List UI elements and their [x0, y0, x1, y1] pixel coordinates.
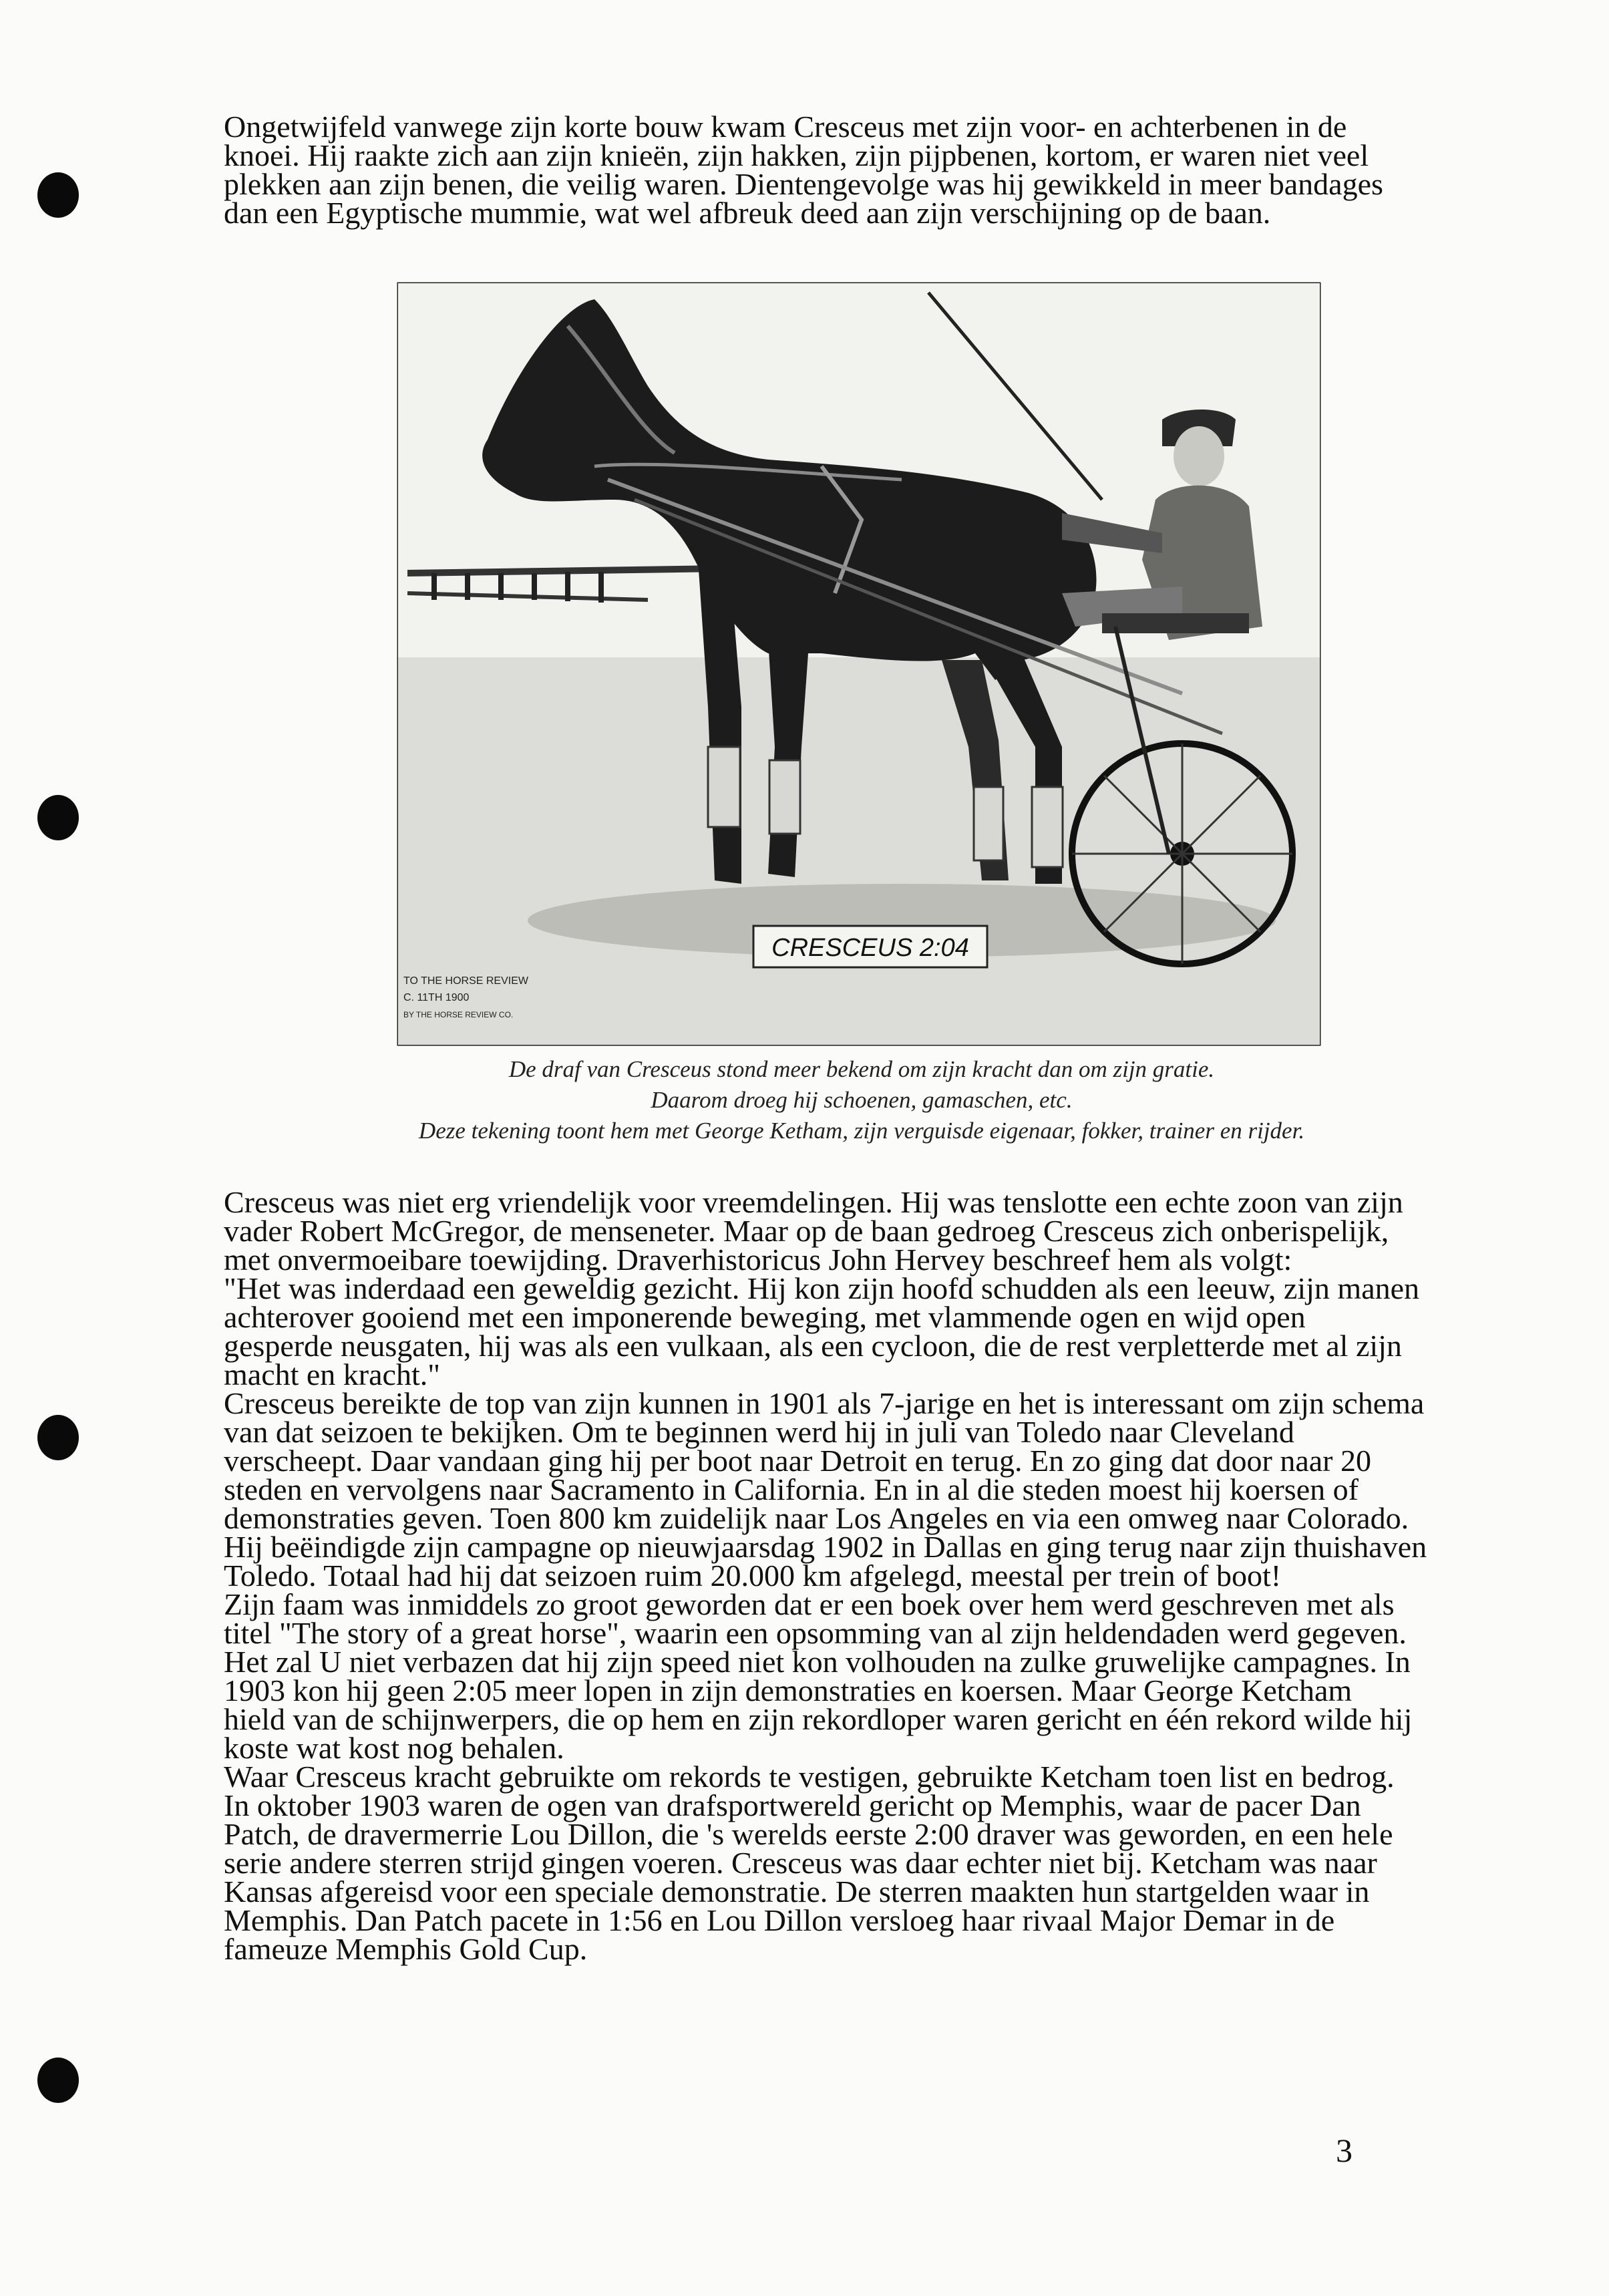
intro-line: Ongetwijfeld vanwege zijn korte bouw kwam Cresceus met zijn voor- en achterbenen in de [224, 110, 1347, 144]
binder-hole [37, 172, 79, 218]
body-line: Hij beëindigde zijn campagne op nieuwjaarsdag 1902 in Dallas en ging terug naar zijn thuishaven [224, 1530, 1427, 1564]
body-line: achterover gooiend met een imponerende beweging, met vlammende ogen en wijd open [224, 1300, 1306, 1334]
body-line: Waar Cresceus kracht gebruikte om rekords te vestigen, gebruikte Ketcham toen list en bedrog. [224, 1760, 1395, 1794]
copyright-line: C. 11TH 1900 [403, 992, 470, 1003]
body-line: hield van de schijnwerpers, die op hem en zijn rekordloper waren gericht en één rekord wilde hij [224, 1702, 1413, 1736]
binder-hole [37, 1415, 79, 1460]
caption-line: Deze tekening toont hem met George Ketham, zijn verguisde eigenaar, fokker, trainer en rijder. [418, 1118, 1305, 1144]
body-line: fameuze Memphis Gold Cup. [224, 1932, 588, 1966]
body-line: Toledo. Totaal had hij dat seizoen ruim 20.000 km afgelegd, meestal per trein of boot! [224, 1559, 1282, 1593]
nameplate-text: CRESCEUS 2:04 [771, 934, 969, 962]
body-line: In oktober 1903 waren de ogen van drafsportwereld gericht op Memphis, waar de pacer Dan [224, 1788, 1361, 1822]
binder-hole [37, 795, 79, 840]
body-line: Patch, de dravermerrie Lou Dillon, die 's werelds eerste 2:00 draver was geworden, en een hele [224, 1817, 1393, 1851]
body-line: koste wat kost nog behalen. [224, 1731, 564, 1765]
horse-sulky-drawing [394, 279, 1324, 1051]
body-line: macht en kracht." [224, 1357, 441, 1391]
horse-illustration [394, 279, 1324, 1051]
body-line: vader Robert McGregor, de menseneter. Maar op de baan gedroeg Cresceus zich onberispelijk, [224, 1214, 1389, 1248]
body-line: steden en vervolgens naar Sacramento in California. En in al die steden moest hij koersen of [224, 1472, 1359, 1506]
caption-line: De draf van Cresceus stond meer bekend om zijn kracht dan om zijn gratie. [508, 1056, 1215, 1082]
body-line: Zijn faam was inmiddels zo groot geworden dat er een boek over hem werd geschreven met als [224, 1587, 1395, 1621]
body-line: titel "The story of a great horse", waarin een opsomming van al zijn heldendaden werd gegeven. [224, 1616, 1407, 1650]
intro-line: dan een Egyptische mummie, wat wel afbreuk deed aan zijn verschijning op de baan. [224, 196, 1271, 230]
figure-caption [281, 1054, 1443, 1146]
intro-paragraph [224, 110, 1486, 230]
intro-line: plekken aan zijn benen, die veilig waren. Dientengevolge was hij gewikkeld in meer bandages [224, 167, 1383, 201]
body-line: Cresceus bereikte de top van zijn kunnen in 1901 als 7-jarige en het is interessant om zijn schema [224, 1386, 1425, 1420]
caption-line: Daarom droeg hij schoenen, gamaschen, etc. [651, 1087, 1073, 1113]
body-line: verscheept. Daar vandaan ging hij per boot naar Detroit en terug. En zo ging dat door naar 20 [224, 1444, 1371, 1478]
body-line: Het zal U niet verbazen dat hij zijn speed niet kon volhouden na zulke gruwelijke campagnes. In [224, 1645, 1411, 1679]
copyright-line: TO THE HORSE REVIEW [403, 975, 528, 987]
body-text [224, 1185, 1486, 1966]
body-line: serie andere sterren strijd gingen voeren. Cresceus was daar echter niet bij. Ketcham was naar [224, 1846, 1377, 1880]
page-number: 3 [1336, 2132, 1353, 2169]
body-line: gesperde neusgaten, hij was als een vulkaan, als een cycloon, die de rest verpletterde met al zijn [224, 1329, 1402, 1363]
body-line: met onvermoeibare toewijding. Draverhistoricus John Hervey beschreef hem als volgt: [224, 1243, 1292, 1277]
body-line: van dat seizoen te bekijken. Om te beginnen werd hij in juli van Toledo naar Cleveland [224, 1415, 1294, 1449]
body-line: "Het was inderdaad een geweldig gezicht. Hij kon zijn hoofd schudden als een leeuw, zijn manen [224, 1271, 1420, 1305]
body-line: demonstraties geven. Toen 800 km zuidelijk naar Los Angeles en via een omweg naar Colorado. [224, 1501, 1409, 1535]
binder-hole [37, 2058, 79, 2103]
body-line: Memphis. Dan Patch pacete in 1:56 en Lou Dillon versloeg haar rivaal Major Demar in de [224, 1903, 1335, 1937]
body-line: Kansas afgereisd voor een speciale demonstratie. De sterren maakten hun startgelden waar in [224, 1874, 1370, 1909]
body-line: 1903 kon hij geen 2:05 meer lopen in zijn demonstraties en koersen. Maar George Ketcham [224, 1673, 1353, 1707]
body-line: Cresceus was niet erg vriendelijk voor vreemdelingen. Hij was tenslotte een echte zoon van zijn [224, 1185, 1403, 1219]
copyright-line: BY THE HORSE REVIEW CO. [403, 1010, 514, 1019]
intro-line: knoei. Hij raakte zich aan zijn knieën, zijn hakken, zijn pijpbenen, kortom, er waren niet veel [224, 138, 1369, 172]
